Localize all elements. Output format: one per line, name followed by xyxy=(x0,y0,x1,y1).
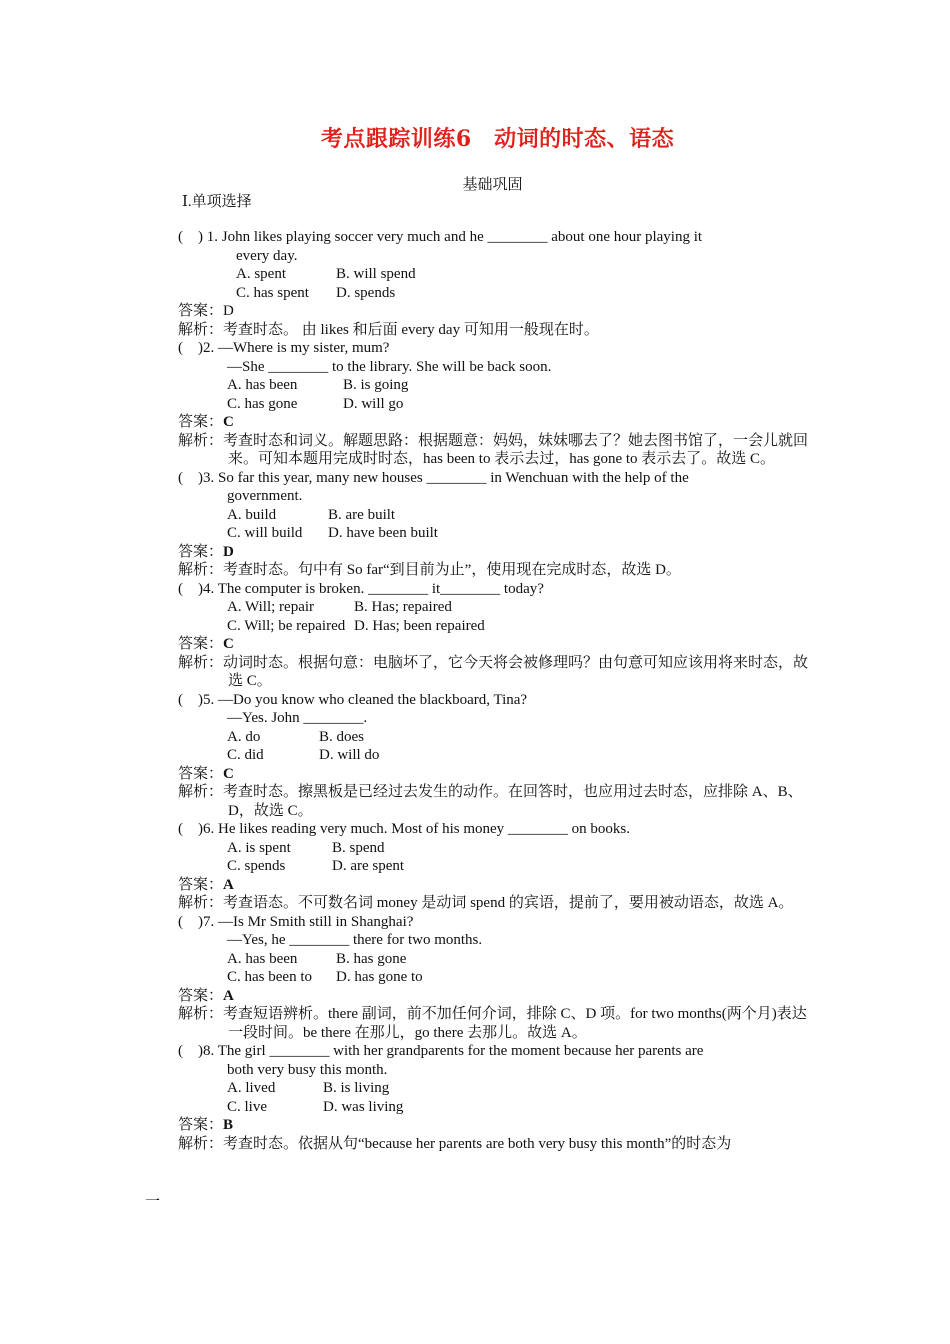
answer-value: C xyxy=(223,765,234,782)
explanation xyxy=(178,1135,810,1154)
option-row xyxy=(178,506,810,525)
option-row xyxy=(178,617,810,636)
answer-option: B. spend xyxy=(332,839,385,856)
option-row xyxy=(178,746,810,765)
question-item xyxy=(178,339,810,469)
answer-option: B. will spend xyxy=(336,266,416,282)
answer-value: D xyxy=(223,543,234,560)
answer-line xyxy=(178,1116,810,1135)
page-footer-fragment: 一 xyxy=(145,1194,161,1210)
answer-option: C. has gone xyxy=(227,395,298,412)
question-stem: ( )8. The girl ________ with her grandparents for the moment because her parents are xyxy=(178,1043,704,1059)
option-row xyxy=(178,265,810,284)
answer-option: C. live xyxy=(227,1098,267,1115)
option-row xyxy=(178,968,810,987)
question-item xyxy=(178,1042,810,1153)
answer-option: D. has gone to xyxy=(336,969,423,985)
answer-option: B. Has; repaired xyxy=(354,599,452,615)
explanation xyxy=(178,894,810,913)
explanation-text: 考查时态。句中有 So far“到目前为止”，使用现在完成时态，故选 D。 xyxy=(223,562,681,578)
option-row xyxy=(178,524,810,543)
explanation-label: 解析： xyxy=(178,654,224,671)
explanation-label: 解析： xyxy=(178,321,224,338)
explanation-text: 考查短语辨析。there 副词，前不加任何介词，排除 C、D 项。for two months(两个月)表达一段时间。be there 在那儿，go there 去那儿。故选 A。 xyxy=(223,1006,807,1041)
answer-line xyxy=(178,765,810,784)
option-row xyxy=(178,395,810,414)
answer-option: B. is living xyxy=(323,1080,390,1096)
answer-line xyxy=(178,987,810,1006)
explanation-text: 考查时态。 由 likes 和后面 every day 可知用一般现在时。 xyxy=(223,321,599,338)
question-item xyxy=(178,820,810,913)
option-row xyxy=(178,839,810,858)
question-stem-continued: —Yes. John ________. xyxy=(227,710,368,726)
answer-option: A. spent xyxy=(236,266,286,282)
answer-label: 答案： xyxy=(178,876,224,893)
option-row xyxy=(178,598,810,617)
question-stem-continued: government. xyxy=(227,488,303,504)
answer-line xyxy=(178,413,810,432)
option-row xyxy=(178,950,810,969)
question-stem: ( )2. —Where is my sister, mum? xyxy=(178,340,390,356)
answer-value: C xyxy=(223,414,234,430)
explanation xyxy=(178,654,810,691)
explanation-label: 解析： xyxy=(178,784,224,800)
answer-option: A. lived xyxy=(227,1080,276,1096)
explanation-label: 解析： xyxy=(178,562,224,578)
answer-option: C. will build xyxy=(227,525,303,541)
option-row xyxy=(178,284,810,303)
explanation-label: 解析： xyxy=(178,895,224,911)
question-stem: ( )5. —Do you know who cleaned the blackboard, Tina? xyxy=(178,691,528,708)
question-list xyxy=(178,228,810,1153)
answer-option: A. has been xyxy=(227,377,298,393)
answer-line xyxy=(178,635,810,654)
answer-option: C. has spent xyxy=(236,284,309,301)
answer-value: C xyxy=(223,636,234,652)
answer-option: C. spends xyxy=(227,858,286,874)
answer-option: D. have been built xyxy=(328,525,438,541)
question-stem: ( ) 1. John likes playing soccer very much and he ________ about one hour playing it xyxy=(178,229,703,245)
answer-option: D. spends xyxy=(336,284,396,301)
answer-option: A. do xyxy=(227,728,261,745)
question-item xyxy=(178,913,810,1043)
question-item xyxy=(178,580,810,691)
question-stem: ( )7. —Is Mr Smith still in Shanghai? xyxy=(178,913,414,930)
question-stem: ( )6. He likes reading very much. Most of his money ________ on books. xyxy=(178,821,631,837)
answer-value: B xyxy=(223,1117,234,1133)
explanation xyxy=(178,321,810,340)
question-stem: ( )4. The computer is broken. ________ it________ today? xyxy=(178,580,544,597)
answer-line xyxy=(178,876,810,895)
answer-option: D. will go xyxy=(343,395,404,412)
answer-label: 答案： xyxy=(178,414,224,430)
answer-option: C. did xyxy=(227,747,264,763)
answer-option: A. has been xyxy=(227,950,298,967)
explanation-text: 考查时态。依据从句“because her parents are both very busy this month”的时态为 xyxy=(223,1135,732,1152)
answer-option: D. Has; been repaired xyxy=(354,617,485,634)
explanation xyxy=(178,561,810,580)
answer-option: A. build xyxy=(227,506,277,523)
question-item xyxy=(178,228,810,339)
question-item xyxy=(178,469,810,580)
answer-label: 答案： xyxy=(178,636,224,652)
page-title: 考点跟踪训练6 动词的时态、语态 xyxy=(320,126,675,152)
question-stem-continued: —She ________ to the library. She will be back soon. xyxy=(227,358,552,375)
answer-label: 答案： xyxy=(178,303,224,319)
question-stem-continued: every day. xyxy=(236,247,298,264)
answer-option: A. is spent xyxy=(227,839,291,856)
answer-option: C. has been to xyxy=(227,969,312,985)
explanation-label: 解析： xyxy=(178,432,224,449)
option-row xyxy=(178,376,810,395)
section-heading: Ⅰ.单项选择 xyxy=(182,194,252,210)
answer-label: 答案： xyxy=(178,987,224,1004)
explanation xyxy=(178,432,810,469)
explanation-label: 解析： xyxy=(178,1006,224,1022)
answer-option: A. Will; repair xyxy=(227,599,315,615)
option-row xyxy=(178,728,810,747)
section-subtitle: 基础巩固 xyxy=(462,177,523,193)
option-row xyxy=(178,1079,810,1098)
explanation-text: 考查语态。不可数名词 money 是动词 spend 的宾语，提前了，要用被动语态，故选 A。 xyxy=(223,895,794,911)
answer-option: B. are built xyxy=(328,506,396,523)
answer-option: B. does xyxy=(319,728,364,745)
option-row xyxy=(178,1098,810,1117)
answer-label: 答案： xyxy=(178,1117,224,1133)
option-row xyxy=(178,857,810,876)
explanation-label: 解析： xyxy=(178,1135,224,1152)
answer-value: D xyxy=(223,303,234,319)
answer-value: A xyxy=(223,876,234,893)
answer-option: C. Will; be repaired xyxy=(227,617,346,634)
question-stem-continued: —Yes, he ________ there for two months. xyxy=(227,932,483,948)
answer-line xyxy=(178,302,810,321)
answer-option: B. is going xyxy=(343,377,409,393)
question-stem-continued: both very busy this month. xyxy=(227,1061,388,1078)
answer-line xyxy=(178,543,810,562)
explanation-text: 动词时态。根据句意：电脑坏了，它今天将会被修理吗？由句意可知应该用将来时态，故选 C。 xyxy=(223,654,809,689)
explanation xyxy=(178,1005,810,1042)
answer-label: 答案： xyxy=(178,765,224,782)
answer-option: D. are spent xyxy=(332,858,405,874)
explanation xyxy=(178,783,810,820)
explanation-text: 考查时态。擦黑板是已经过去发生的动作。在回答时，也应用过去时态，应排除 A、B、D，故选 C。 xyxy=(223,784,803,819)
explanation-text: 考查时态和词义。解题思路：根据题意：妈妈，妹妹哪去了？她去图书馆了，一会儿就回来。可知本题用完成时时态，has been to 表示去过，has gone to 表示去了。故选 C。 xyxy=(223,432,809,467)
answer-label: 答案： xyxy=(178,543,224,560)
answer-value: A xyxy=(223,987,234,1004)
answer-option: D. was living xyxy=(323,1098,404,1115)
question-item xyxy=(178,691,810,821)
question-stem: ( )3. So far this year, many new houses ________ in Wenchuan with the help of the xyxy=(178,469,689,486)
answer-option: D. will do xyxy=(319,747,380,763)
answer-option: B. has gone xyxy=(336,950,407,967)
